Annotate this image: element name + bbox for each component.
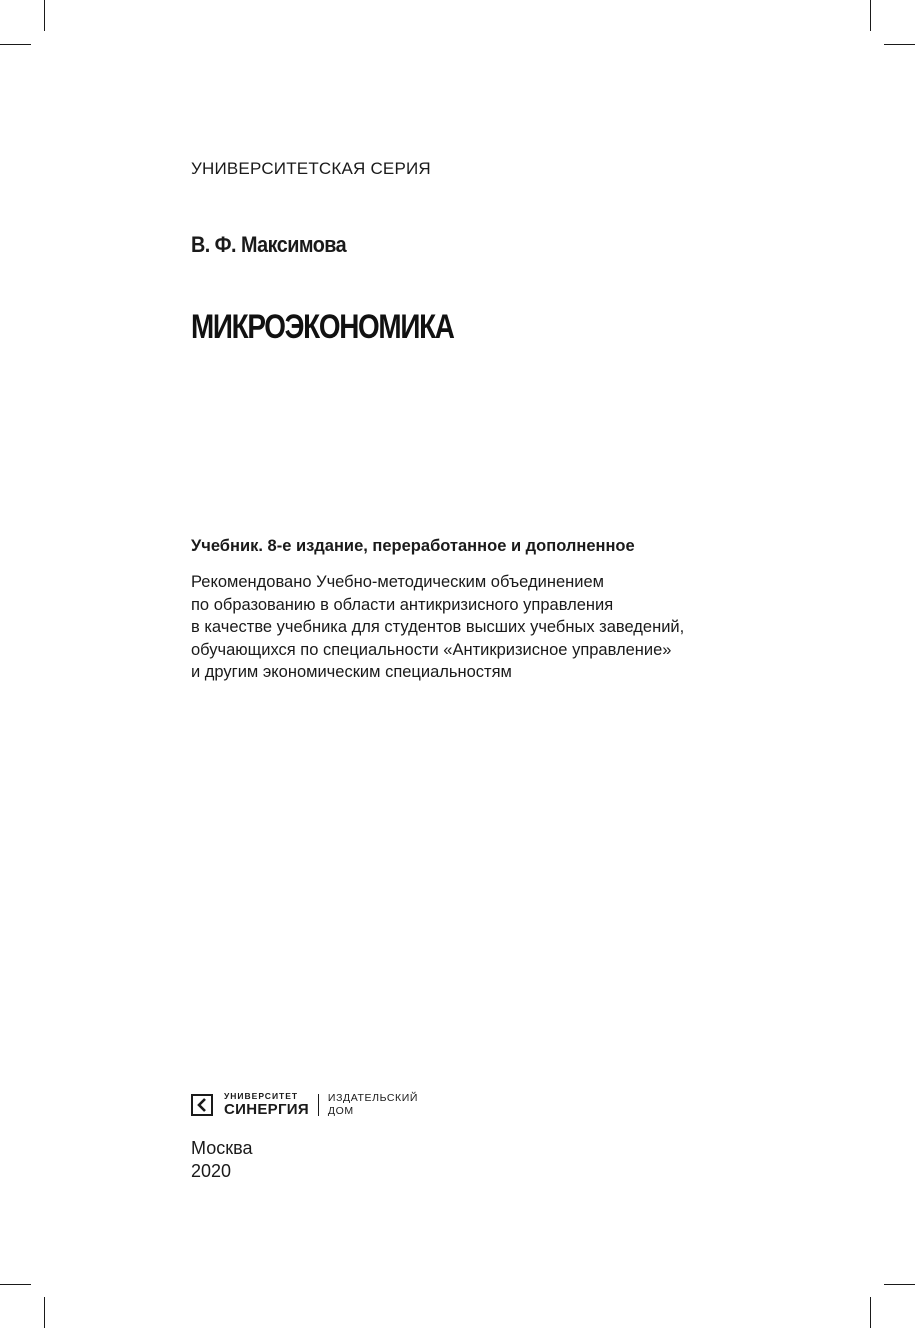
crop-mark-top-left-vertical bbox=[44, 0, 45, 31]
crop-mark-top-right-vertical bbox=[870, 0, 871, 31]
synergy-bracket-icon bbox=[191, 1094, 213, 1116]
crop-mark-bottom-left-vertical bbox=[44, 1297, 45, 1328]
recommendation-line: по образованию в области антикризисного управления bbox=[191, 595, 614, 614]
publisher-house-line1: ИЗДАТЕЛЬСКИЙ bbox=[327, 1091, 419, 1104]
imprint-year: 2020 bbox=[191, 1161, 232, 1181]
crop-mark-top-left-horizontal bbox=[0, 44, 31, 45]
publisher-logo bbox=[191, 1091, 418, 1118]
recommendation-line: Рекомендовано Учебно-методическим объединением bbox=[191, 573, 604, 591]
crop-mark-bottom-right-horizontal bbox=[884, 1284, 915, 1285]
publisher-name-large: СИНЕРГИЯ bbox=[224, 1100, 309, 1118]
edition-info: Учебник. 8-е издание, переработанное и дополненное bbox=[191, 537, 635, 555]
publisher-house-line2: ДОМ bbox=[327, 1104, 354, 1117]
recommendation-block bbox=[191, 571, 684, 684]
book-title: МИКРОЭКОНОМИКА bbox=[191, 308, 454, 346]
recommendation-line: и другим экономическим специальностям bbox=[191, 663, 512, 681]
publisher-name bbox=[224, 1092, 309, 1117]
recommendation-line: в качестве учебника для студентов высших учебных заведений, bbox=[191, 618, 685, 636]
publisher-name-small: УНИВЕРСИТЕТ bbox=[224, 1091, 299, 1102]
recommendation-line: обучающихся по специальности «Антикризисное управление» bbox=[191, 640, 672, 659]
publisher-house bbox=[328, 1092, 418, 1118]
crop-mark-bottom-right-vertical bbox=[870, 1297, 871, 1328]
crop-mark-bottom-left-horizontal bbox=[0, 1284, 31, 1285]
imprint-city: Москва bbox=[191, 1138, 253, 1158]
author-name: В. Ф. Максимова bbox=[191, 232, 347, 257]
series-name: УНИВЕРСИТЕТСКАЯ СЕРИЯ bbox=[191, 159, 431, 178]
publisher-divider bbox=[318, 1094, 319, 1116]
crop-mark-top-right-horizontal bbox=[884, 44, 915, 45]
